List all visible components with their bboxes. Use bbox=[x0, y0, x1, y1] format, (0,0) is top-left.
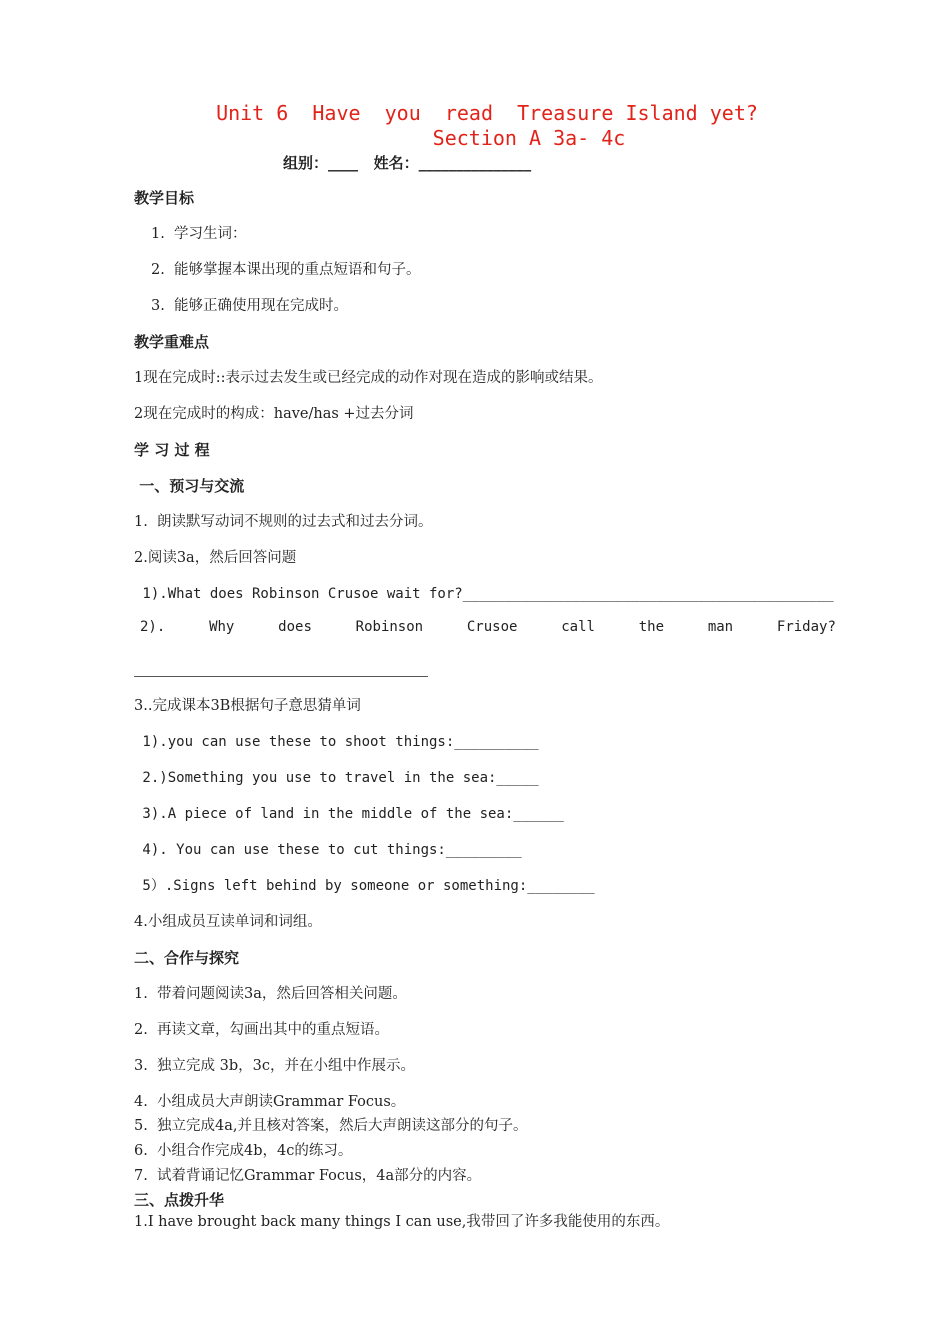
guess-item: 1).you can use these to shoot things:__________ bbox=[134, 734, 539, 750]
part2-item: 3. 独立完成 3b，3c，并在小组中作展示。 bbox=[134, 1058, 416, 1074]
question-2-word: call bbox=[561, 619, 595, 635]
objectives-heading: 教学目标 bbox=[134, 189, 195, 207]
part2-item: 5. 独立完成4a,并且核对答案，然后大声朗读这部分的句子。 bbox=[134, 1118, 528, 1134]
part2-item: 4. 小组成员大声朗读Grammar Focus。 bbox=[134, 1094, 406, 1110]
guess-item: 3).A piece of land in the middle of the sea:______ bbox=[134, 806, 564, 822]
part3-item: 1.I have brought back many things I can use,我带回了许多我能使用的东西。 bbox=[134, 1214, 670, 1230]
part1-heading: 一、预习与交流 bbox=[134, 477, 245, 495]
guess-item: 4). You can use these to cut things:_________ bbox=[134, 842, 522, 858]
document-title: Unit 6 Have you read Treasure Island yet? bbox=[216, 101, 758, 125]
question-2-word: 2). bbox=[140, 619, 166, 635]
part2-item: 6. 小组合作完成4b，4c的练习。 bbox=[134, 1143, 353, 1159]
guess-item: 5）.Signs left behind by someone or something:________ bbox=[134, 878, 595, 894]
objective-item: 3. 能够正确使用现在完成时。 bbox=[151, 298, 349, 314]
keypoint-item: 2现在完成时的构成：have/has +过去分词 bbox=[134, 406, 414, 422]
part3-heading: 三、点拨升华 bbox=[134, 1191, 225, 1209]
keypoint-item: 1现在完成时::表示过去发生或已经完成的动作对现在造成的影响或结果。 bbox=[134, 370, 603, 386]
answer-line bbox=[134, 676, 428, 677]
question-2-word: man bbox=[707, 619, 734, 635]
group-name-line: 组别：____ 姓名：_______________ bbox=[283, 154, 532, 172]
question-2-word: Crusoe bbox=[466, 619, 518, 635]
part1-item: 1. 朗读默写动词不规则的过去式和过去分词。 bbox=[134, 514, 433, 530]
process-heading: 学 习 过 程 bbox=[134, 441, 210, 459]
question-2-word: Robinson bbox=[355, 619, 424, 635]
document-subtitle: Section A 3a- 4c bbox=[432, 126, 626, 150]
part1-item: 3..完成课本3B根据句子意思猜单词 bbox=[134, 698, 361, 714]
part2-item: 1. 带着问题阅读3a，然后回答相关问题。 bbox=[134, 986, 407, 1002]
question-1: 1).What does Robinson Crusoe wait for?____________________________________________ bbox=[134, 586, 834, 602]
question-2-word: Why bbox=[209, 619, 235, 635]
part2-item: 7. 试着背诵记忆Grammar Focus，4a部分的内容。 bbox=[134, 1168, 482, 1184]
guess-item: 2.)Something you use to travel in the sea:_____ bbox=[134, 770, 539, 786]
keypoints-heading: 教学重难点 bbox=[134, 333, 210, 351]
question-2 bbox=[140, 619, 836, 635]
part2-heading: 二、合作与探究 bbox=[134, 949, 240, 967]
objective-item: 1. 学习生词： bbox=[151, 226, 247, 242]
part2-item: 2. 再读文章，勾画出其中的重点短语。 bbox=[134, 1022, 390, 1038]
part1-item: 2.阅读3a，然后回答问题 bbox=[134, 550, 297, 566]
part1-item: 4.小组成员互读单词和词组。 bbox=[134, 914, 322, 930]
objective-item: 2. 能够掌握本课出现的重点短语和句子。 bbox=[151, 262, 421, 278]
question-2-word: Friday? bbox=[776, 619, 836, 635]
question-2-word: does bbox=[278, 619, 312, 635]
question-2-word: the bbox=[638, 619, 665, 635]
